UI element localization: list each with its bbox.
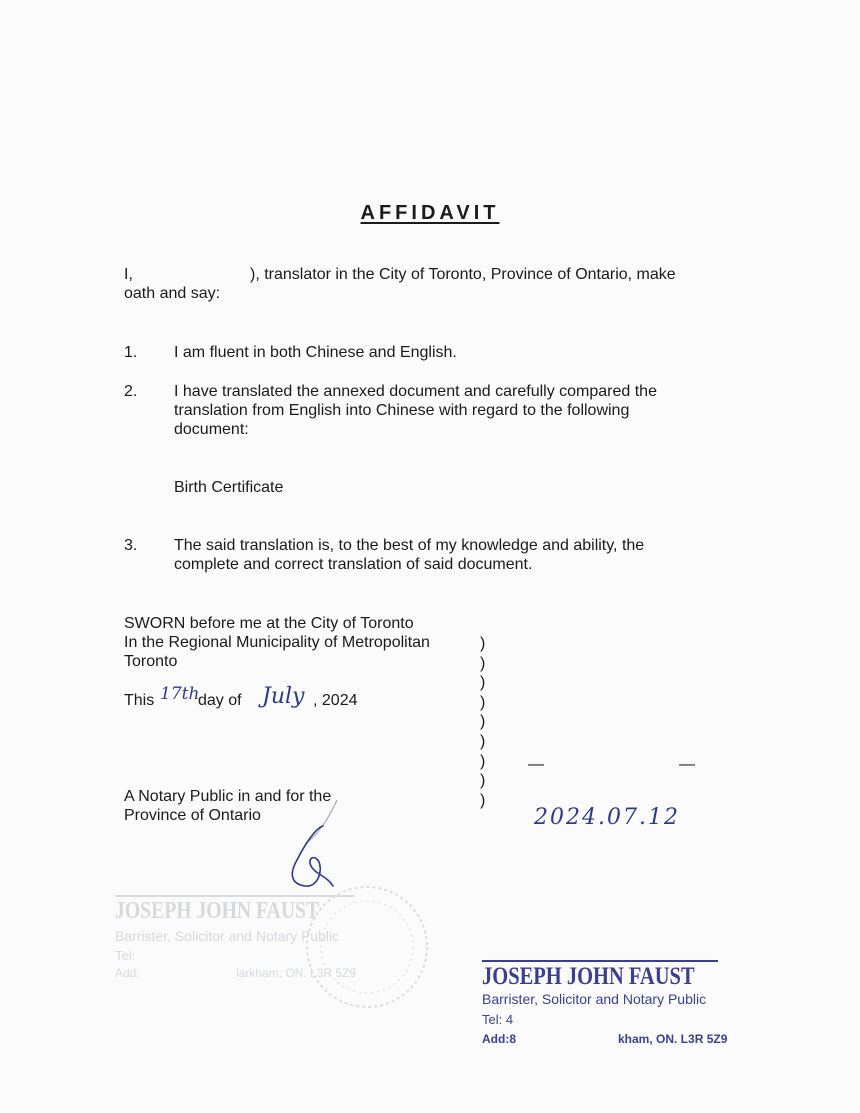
- item-3-line-2: complete and correct translation of said document.: [174, 556, 533, 573]
- intro-line-2: oath and say:: [124, 285, 221, 302]
- stamp-name: JOSEPH JOHN FAUST: [482, 963, 695, 990]
- faded-stamp-add: Add:: [115, 966, 140, 980]
- faded-stamp-name: JOSEPH JOHN FAUST: [115, 898, 320, 924]
- notary-line-1: A Notary Public in and for the: [124, 788, 332, 805]
- parentheses-column: ) ) ) ) ) ) ) ) ): [480, 635, 486, 809]
- item-1-line-1: I am fluent in both Chinese and English.: [174, 344, 457, 361]
- handwritten-month: July: [262, 684, 305, 709]
- faded-stamp-rule: [115, 895, 355, 897]
- item-number: 3.: [124, 537, 138, 554]
- faded-stamp-title: Barrister, Solicitor and Notary Public: [115, 928, 340, 944]
- stamp-rule: [482, 960, 718, 962]
- handwritten-date: 2024.07.12: [534, 805, 680, 830]
- signature-dash-left: —: [528, 756, 544, 773]
- stamp-add: Add:8: [482, 1032, 516, 1046]
- item-number: 1.: [124, 344, 138, 361]
- sworn-line-3: Toronto: [124, 653, 178, 670]
- day-of-label: day of: [198, 692, 242, 709]
- stamp-address: kham, ON. L3R 5Z9: [618, 1032, 728, 1046]
- item-number: 2.: [124, 383, 138, 400]
- item-2-line-3: document:: [174, 421, 249, 438]
- intro-prefix: I,: [124, 266, 133, 283]
- sworn-line-1: SWORN before me at the City of Toronto: [124, 615, 414, 632]
- intro-line-1: ), translator in the City of Toronto, Province of Ontario, make: [250, 266, 676, 283]
- this-label: This: [124, 692, 155, 709]
- affidavit-title: AFFIDAVIT: [360, 202, 500, 224]
- handwritten-day: 17th: [160, 684, 200, 704]
- stamp-tel: Tel: 4: [482, 1012, 514, 1027]
- year-text: , 2024: [313, 692, 358, 709]
- faded-stamp-tel: Tel:: [115, 948, 136, 963]
- notary-line-2: Province of Ontario: [124, 807, 261, 824]
- item-2-line-1: I have translated the annexed document and carefully compared the: [174, 383, 657, 400]
- signature-dash-right: —: [679, 756, 695, 773]
- faded-stamp-address: larkham, ON. L3R 5Z9: [236, 966, 357, 980]
- item-2-line-2: translation from English into Chinese with regard to the following: [174, 402, 630, 419]
- document-name: Birth Certificate: [174, 479, 284, 496]
- stamp-title: Barrister, Solicitor and Notary Public: [482, 991, 707, 1007]
- sworn-line-2: In the Regional Municipality of Metropolitan: [124, 634, 430, 651]
- embossed-seal: [300, 880, 435, 1015]
- item-3-line-1: The said translation is, to the best of my knowledge and ability, the: [174, 537, 645, 554]
